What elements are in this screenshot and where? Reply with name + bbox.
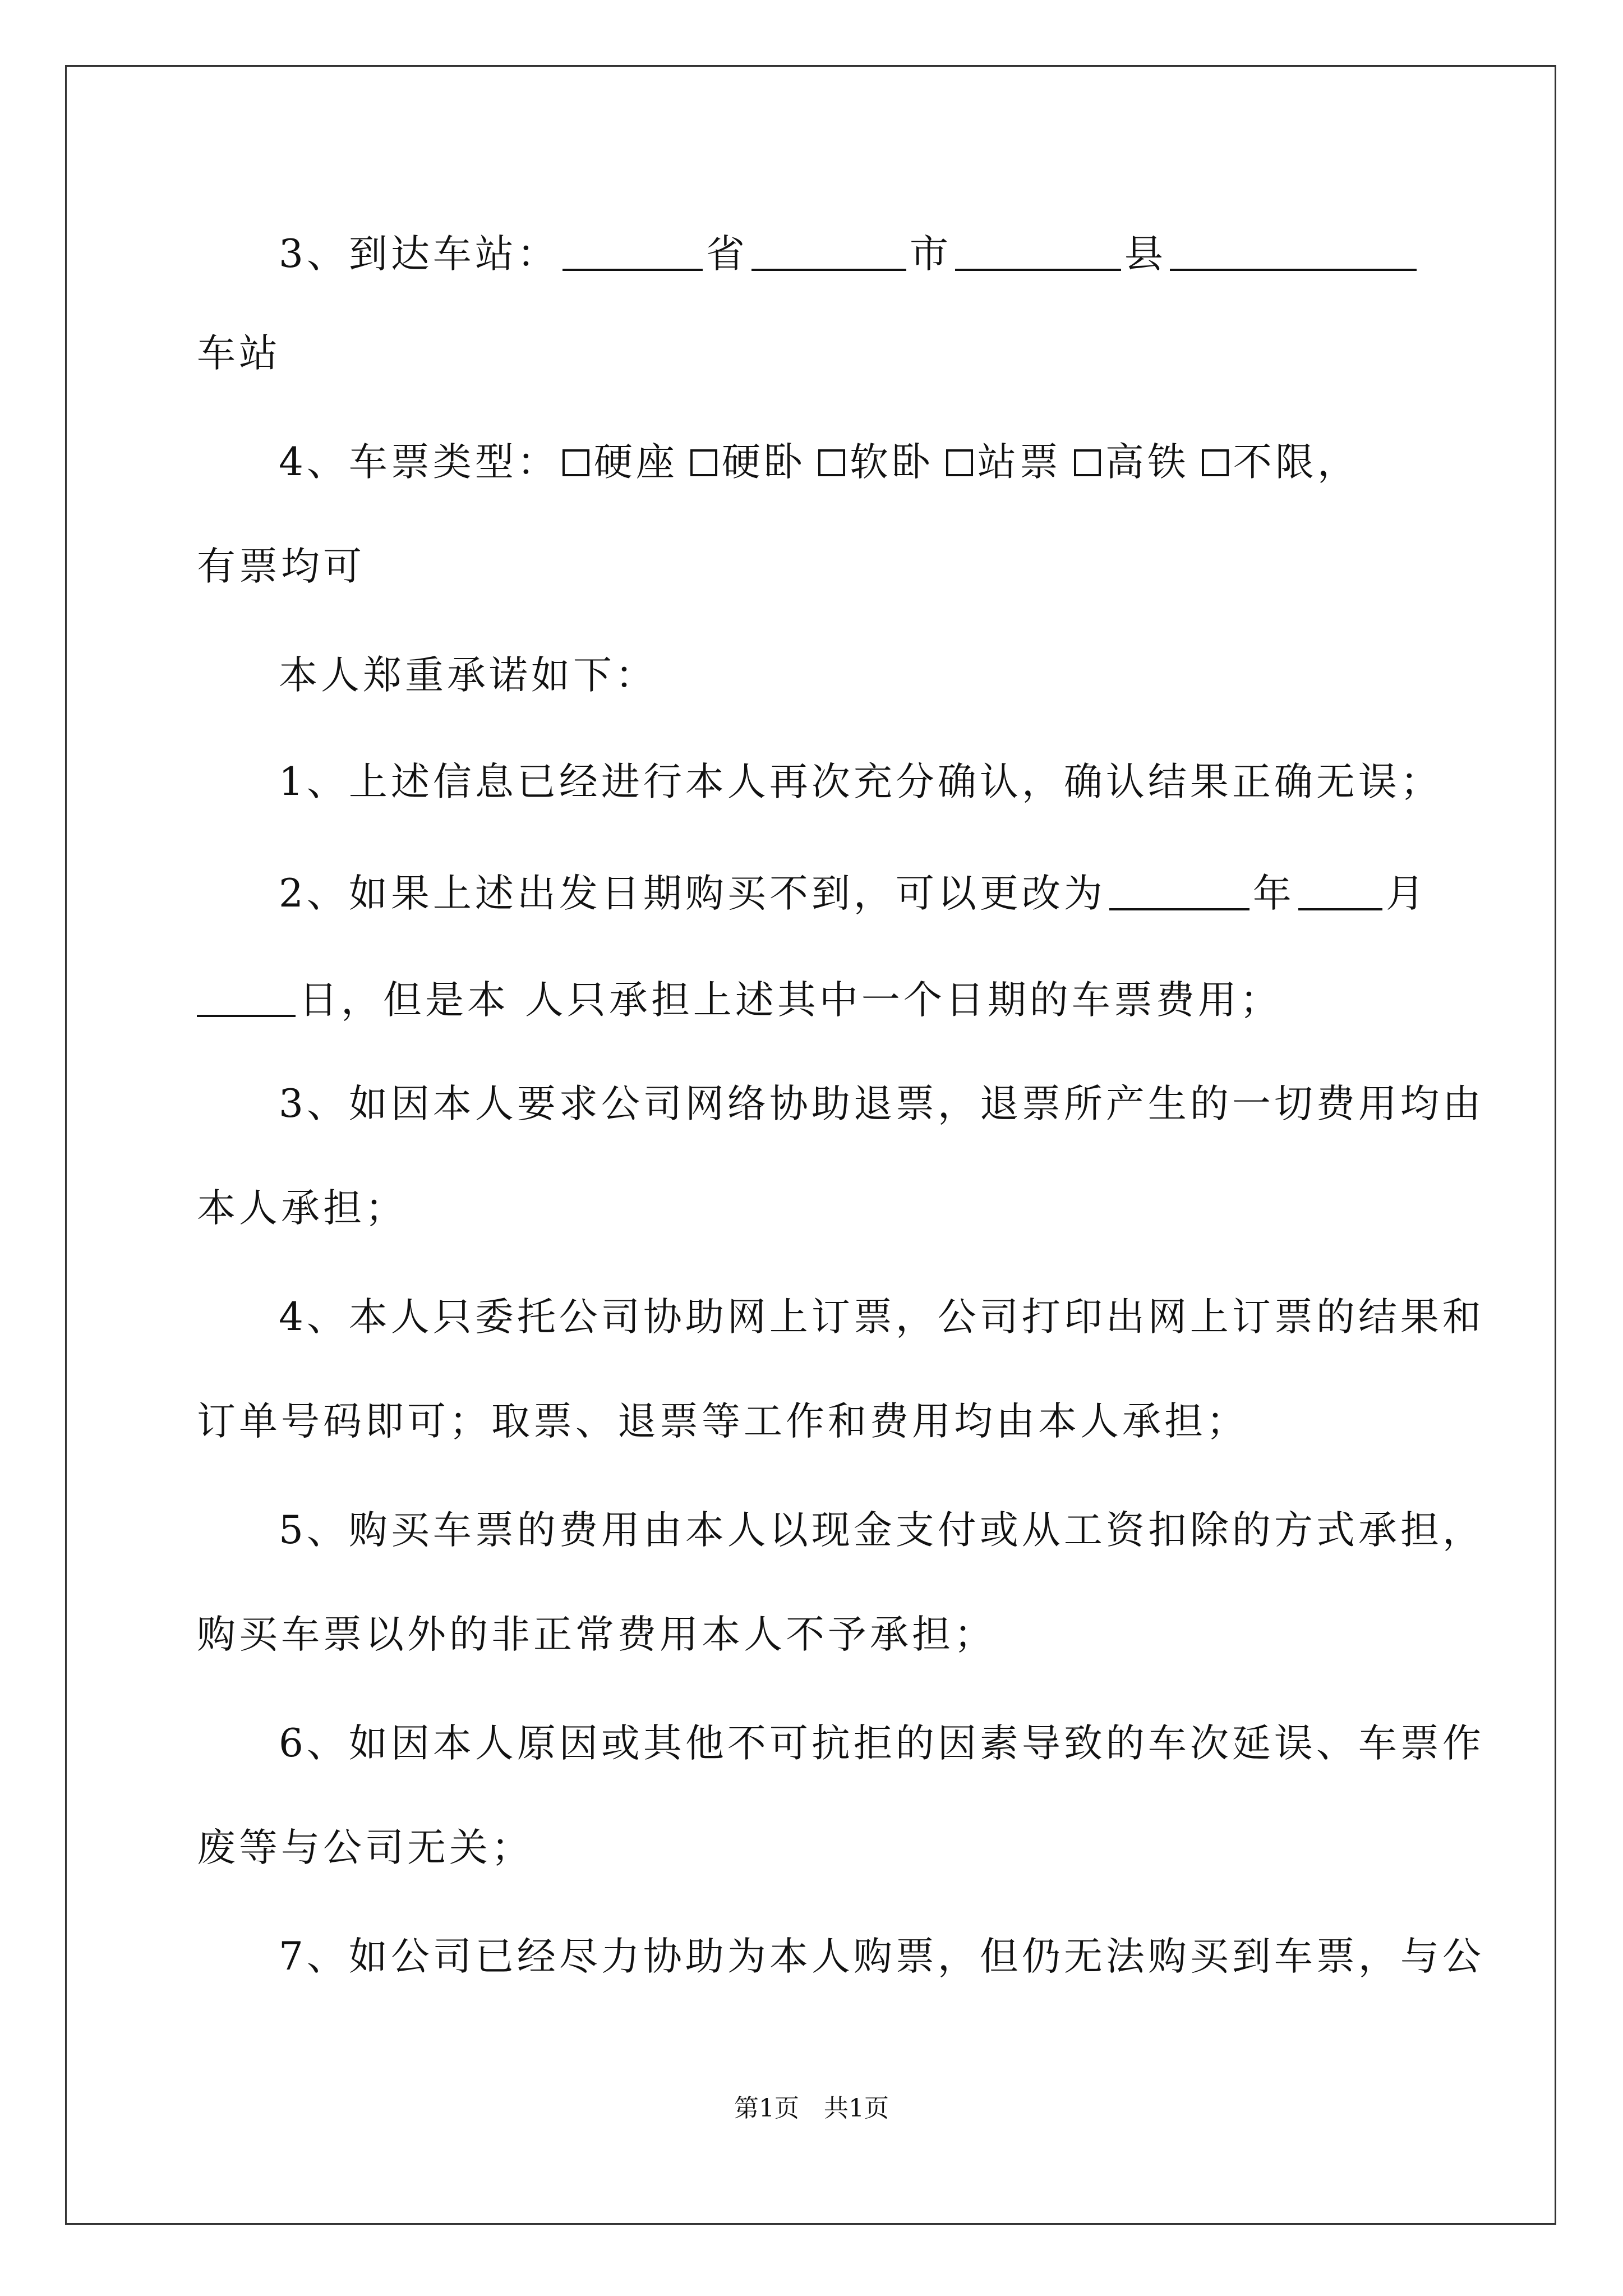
checkbox-high-speed[interactable] <box>1074 449 1101 476</box>
year-label: 年 <box>1252 871 1295 917</box>
commitment-4-line2: 订单号码即可；取票、退票等工作和费用均由本人承担； <box>197 1399 1248 1444</box>
county-label: 县 <box>1124 232 1166 277</box>
commitment-5-line1: 5、购买车票的费用由本人以现金支付或从工资扣除的方式承担， <box>279 1508 1484 1553</box>
page-border <box>65 65 1556 2225</box>
item4-line <box>279 440 1359 485</box>
commitment-2-day-suffix: 日，但是本 人只承担上述其中一个日期的车票费用； <box>299 978 1282 1023</box>
county-blank <box>955 230 1121 271</box>
checkbox-hard-seat[interactable] <box>562 449 589 476</box>
option-standing: 站票 <box>977 440 1062 485</box>
option-soft-sleeper: 软卧 <box>849 440 934 485</box>
commitment-2-line2 <box>197 976 1282 1023</box>
commitment-3-line2: 本人承担； <box>197 1186 407 1231</box>
item3-prefix: 3、到达车站： <box>279 232 559 277</box>
commitment-5-line2: 购买车票以外的非正常费用本人不予承担； <box>197 1612 996 1657</box>
day-blank <box>197 976 296 1017</box>
province-blank <box>562 230 703 271</box>
item4-prefix: 4、车票类型： <box>279 440 559 485</box>
option-hard-sleeper: 硬卧 <box>721 440 806 485</box>
item3-line <box>279 230 1420 277</box>
commitment-4-line1: 4、本人只委托公司协助网上订票，公司打印出网上订票的结果和 <box>279 1295 1484 1340</box>
month-label: 月 <box>1385 871 1428 917</box>
option-hard-seat: 硬座 <box>593 440 678 485</box>
page-total: 共1页 <box>824 2094 889 2123</box>
commitment-6-line2: 废等与公司无关； <box>197 1825 533 1870</box>
item3-continuation: 车站 <box>197 331 281 376</box>
checkbox-any[interactable] <box>1202 449 1229 476</box>
option-any: 不限， <box>1233 440 1359 485</box>
province-label: 省 <box>706 232 748 277</box>
commitment-2-line1 <box>279 869 1428 917</box>
option-high-speed: 高铁 <box>1105 440 1189 485</box>
city-blank <box>751 230 906 271</box>
checkbox-hard-sleeper[interactable] <box>690 449 717 476</box>
commitment-6-line1: 6、如因本人原因或其他不可抗拒的因素导致的车次延误、车票作 <box>279 1721 1484 1766</box>
checkbox-standing[interactable] <box>946 449 973 476</box>
city-label: 市 <box>909 232 952 277</box>
commitment-1: 1、上述信息已经进行本人再次充分确认，确认结果正确无误； <box>279 760 1442 804</box>
page-footer <box>0 2088 1623 2124</box>
month-blank <box>1298 869 1382 910</box>
year-blank <box>1109 869 1249 910</box>
station-blank <box>1170 230 1417 271</box>
checkbox-soft-sleeper[interactable] <box>818 449 845 476</box>
commitment-3-line1: 3、如因本人要求公司网络协助退票，退票所产生的一切费用均由 <box>279 1082 1484 1126</box>
commitment-2-text: 2、如果上述出发日期购买不到，可以更改为 <box>279 871 1106 917</box>
commitment-7-line1: 7、如公司已经尽力协助为本人购票，但仍无法购买到车票，与公 <box>279 1934 1484 1979</box>
commitment-heading: 本人郑重承诺如下： <box>279 653 657 698</box>
item4-continuation: 有票均可 <box>197 544 365 589</box>
page-current: 第1页 <box>734 2094 799 2123</box>
